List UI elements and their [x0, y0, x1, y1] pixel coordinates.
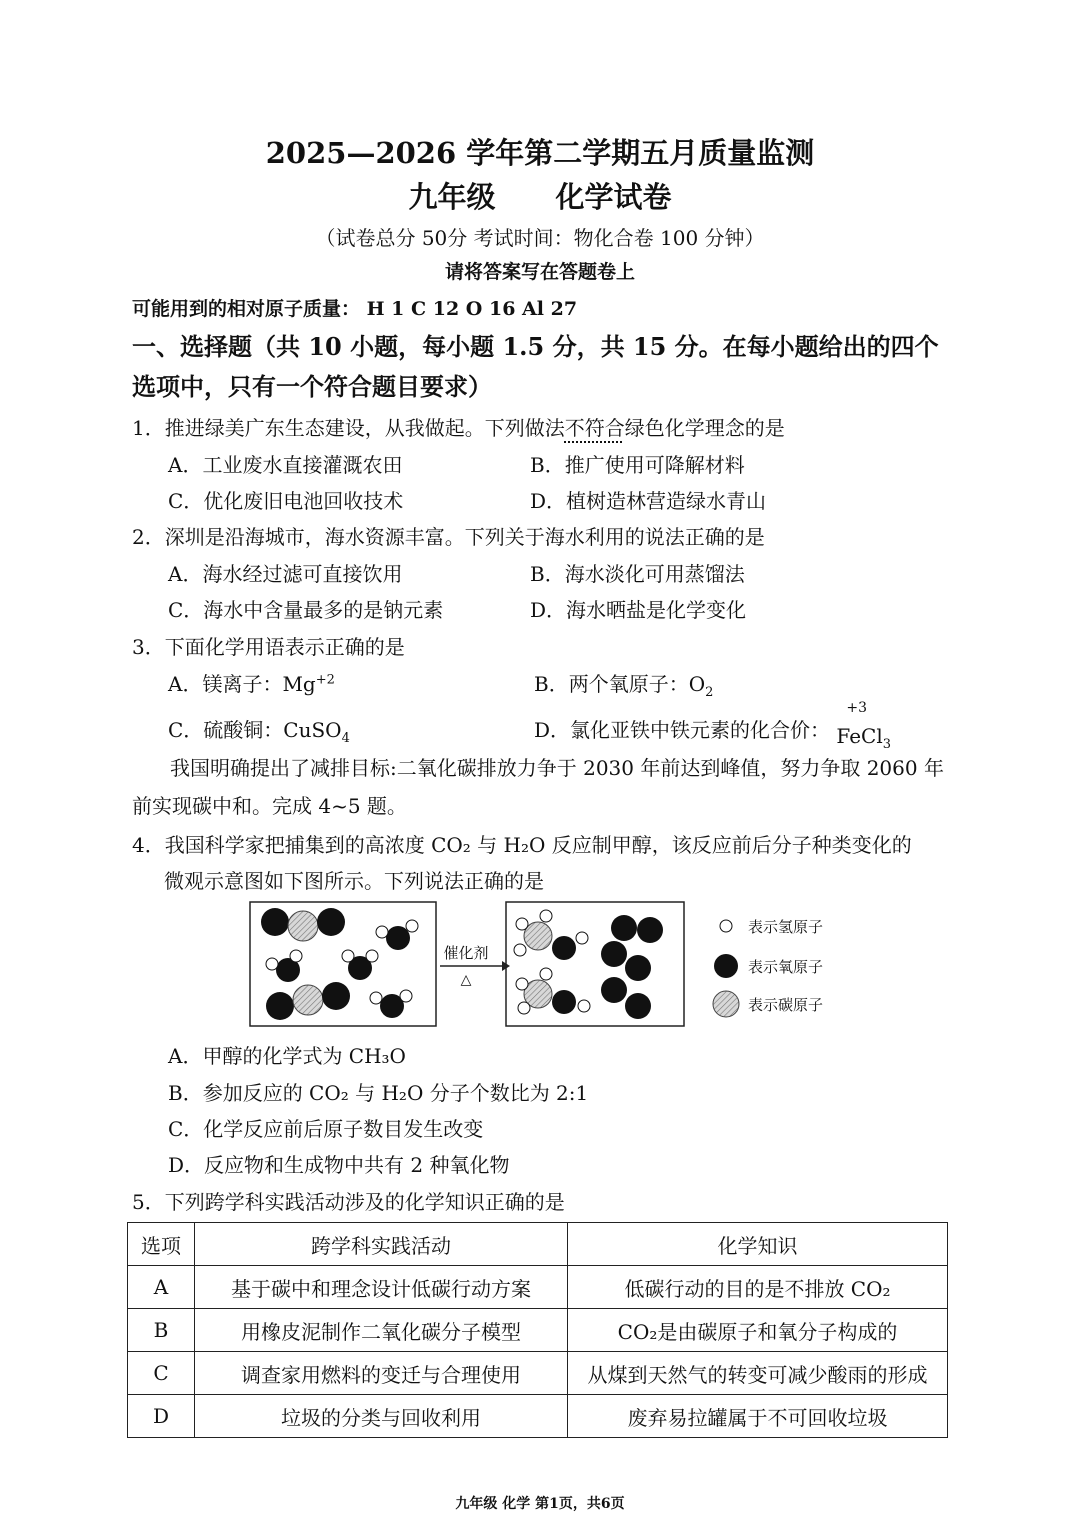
valence-mark: +3	[846, 700, 868, 716]
catalyst-label: 催化剂	[443, 945, 489, 962]
table-header-cell: 跨学科实践活动	[195, 1223, 568, 1266]
answer-note: 请将答案写在答题卷上	[444, 261, 635, 283]
legend-carbon: 表示碳原子	[748, 997, 824, 1014]
q2-option-b: B．海水淡化可用蒸馏法	[530, 562, 745, 586]
table-cell: B	[128, 1309, 195, 1352]
table-cell: 低碳行动的目的是不排放 CO₂	[568, 1266, 948, 1309]
table-row	[128, 1309, 948, 1352]
q4-option-c: C．化学反应前后原子数目发生改变	[168, 1117, 484, 1141]
table-header-cell: 化学知识	[568, 1223, 948, 1266]
question-1-stem: 1．推进绿美广东生态建设，从我做起。下列做法不符合绿色化学理念的是	[132, 416, 785, 440]
heat-label: △	[460, 971, 472, 987]
atomic-mass: 可能用到的相对原子质量： H 1 C 12 O 16 Al 27	[132, 298, 578, 320]
table-row	[128, 1395, 948, 1438]
legend-oxygen: 表示氧原子	[748, 959, 824, 976]
q2-option-d: D．海水晒盐是化学变化	[530, 598, 747, 622]
q4-option-d: D．反应物和生成物中共有 2 种氧化物	[168, 1153, 510, 1177]
legend-hydrogen: 表示氢原子	[748, 919, 824, 936]
exam-info: （试卷总分 50分 考试时间：物化合卷 100 分钟）	[315, 226, 765, 250]
hydrogen-legend-icon	[720, 920, 732, 932]
question-2-stem: 2．深圳是沿海城市，海水资源丰富。下列关于海水利用的说法正确的是	[132, 525, 765, 549]
table-cell: 垃圾的分类与回收利用	[195, 1395, 568, 1438]
q3-option-d: D．氯化亚铁中铁元素的化合价： +3 FeCl$_3$	[534, 700, 892, 752]
q4-option-a: A．甲醇的化学式为 CH₃O	[168, 1044, 406, 1068]
intro-paragraph: 我国明确提出了减排目标:二氧化碳排放力争于 2030 年前达到峰值，努力争取 2060 年前实现碳中和。完成 4~5 题。	[132, 756, 944, 818]
section-title-line2: 选项中，只有一个符合题目要求）	[132, 372, 492, 401]
q1-option-c: C．优化废旧电池回收技术	[168, 489, 404, 513]
table-row	[128, 1352, 948, 1395]
table-cell: 从煤到天然气的转变可减少酸雨的形成	[568, 1352, 948, 1395]
exam-title: 2025—2026 学年第二学期五月质量监测	[265, 136, 815, 170]
section-title-line1: 一、选择题（共 10 小题，每小题 1.5 分，共 15 分。在每小题给出的四个	[132, 332, 939, 361]
subject-label: 化学试卷	[555, 180, 672, 214]
q1-option-b: B．推广使用可降解材料	[530, 453, 745, 477]
q1-option-a: A．工业废水直接灌溉农田	[168, 453, 403, 477]
exam-subtitle	[0, 175, 1080, 216]
table-cell: 用橡皮泥制作二氧化碳分子模型	[195, 1309, 568, 1352]
page-footer: 九年级 化学 第1页，共6页	[455, 1496, 625, 1512]
table-row	[128, 1266, 948, 1309]
table-cell: CO₂是由碳原子和氧分子构成的	[568, 1309, 948, 1352]
q2-option-c: C．海水中含量最多的是钠元素	[168, 598, 444, 622]
q3-option-b: B．两个氧原子：$O_2$	[534, 672, 714, 700]
question-4-stem-line1: 4．我国科学家把捕集到的高浓度 CO₂ 与 H₂O 反应制甲醇，该反应前后分子种类变化的	[132, 833, 912, 857]
table-cell: A	[128, 1266, 195, 1309]
question-3-stem: 3．下面化学用语表示正确的是	[132, 635, 405, 659]
q3-option-c: C．硫酸铜：CuSO$_4$	[168, 718, 350, 746]
grade-label: 九年级	[408, 180, 496, 214]
table-header-row	[128, 1223, 948, 1266]
q2-option-a: A．海水经过滤可直接饮用	[168, 562, 403, 586]
oxygen-legend-icon	[714, 954, 738, 978]
carbon-legend-icon	[713, 991, 739, 1017]
table-cell: 调查家用燃料的变迁与合理使用	[195, 1352, 568, 1395]
table-cell: D	[128, 1395, 195, 1438]
emphasis-text: 不符合	[564, 416, 625, 440]
q3-option-a: A．镁离子：$Mg^{+2}$	[168, 672, 335, 696]
table-cell: C	[128, 1352, 195, 1395]
q1-option-d: D．植树造林营造绿水青山	[530, 489, 767, 513]
table-cell: 废弃易拉罐属于不可回收垃圾	[568, 1395, 948, 1438]
q4-option-b: B．参加反应的 CO₂ 与 H₂O 分子个数比为 2:1	[168, 1081, 589, 1105]
question-4-stem-line2: 微观示意图如下图所示。下列说法正确的是	[164, 869, 544, 893]
question-5-table	[127, 1222, 948, 1438]
table-cell: 基于碳中和理念设计低碳行动方案	[195, 1266, 568, 1309]
question-5-stem: 5．下列跨学科实践活动涉及的化学知识正确的是	[132, 1190, 565, 1214]
table-header-cell: 选项	[128, 1223, 195, 1266]
molecule-diagram	[248, 898, 848, 1032]
